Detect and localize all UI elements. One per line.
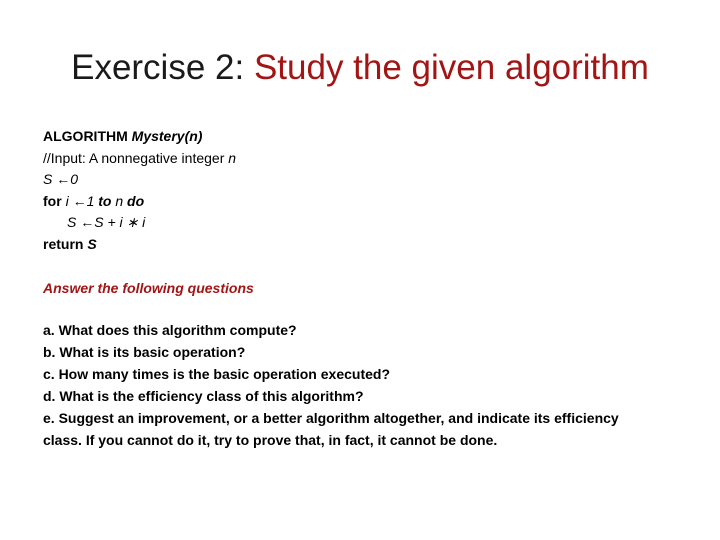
return-variable: S bbox=[87, 235, 97, 252]
question-b: b. What is its basic operation? bbox=[43, 344, 246, 360]
algorithm-keyword: ALGORITHM bbox=[43, 128, 132, 144]
algorithm-header bbox=[43, 126, 683, 148]
slide-title bbox=[0, 44, 720, 92]
to-keyword: to bbox=[98, 192, 116, 209]
algorithm-name: Mystery(n) bbox=[131, 128, 203, 144]
question-c: c. How many times is the basic operation executed? bbox=[43, 366, 390, 382]
algorithm-return bbox=[43, 234, 683, 256]
input-variable: n bbox=[228, 149, 237, 166]
answer-heading: Answer the following questions bbox=[43, 280, 254, 296]
return-keyword: return bbox=[43, 235, 88, 252]
loop-end: n bbox=[115, 192, 128, 209]
algorithm-loop-body: S ←S + i ∗ i bbox=[67, 214, 146, 230]
loop-start: i ←1 bbox=[65, 192, 99, 209]
do-keyword: do bbox=[127, 192, 145, 209]
algorithm-block bbox=[43, 126, 683, 255]
question-d: d. What is the efficiency class of this algorithm? bbox=[43, 388, 364, 404]
title-highlight: Study the given algorithm bbox=[253, 48, 649, 87]
title-prefix: Exercise 2: bbox=[71, 48, 254, 87]
algorithm-init: S ←0 bbox=[43, 171, 79, 187]
input-comment-text: //Input: A nonnegative integer bbox=[43, 149, 229, 166]
algorithm-input-comment bbox=[43, 148, 683, 170]
algorithm-loop bbox=[43, 191, 683, 213]
for-keyword: for bbox=[43, 192, 66, 209]
question-e: e. Suggest an improvement, or a better algorithm altogether, and indicate its efficiency class. If you cannot do it, try to prove that, in fact, it cannot be done. bbox=[43, 410, 619, 448]
questions-list bbox=[43, 319, 643, 451]
question-a: a. What does this algorithm compute? bbox=[43, 322, 297, 338]
